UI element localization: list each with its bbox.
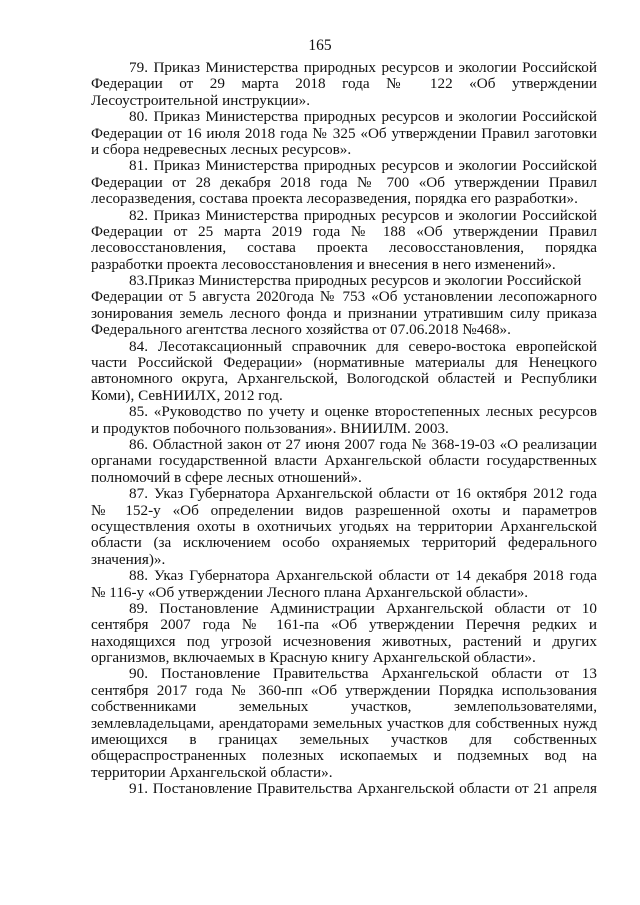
text-line: 87. Указ Губернатора Архангельской области от 16 октября 2012 года	[129, 485, 597, 503]
text-line: 83.Приказ Министерства природных ресурсов и экологии Российской	[129, 272, 582, 290]
text-line: 79. Приказ Министерства природных ресурсов и экологии Российской	[129, 59, 597, 76]
text-line: 86. Областной закон от 27 июня 2007 года № 368-19-03 «О реализации	[129, 435, 597, 453]
text-line: сентября 2017 года № 360-пп «Об утверждении Порядка использования	[91, 681, 597, 699]
text-line: общераспространенных полезных ископаемых и подземных вод на	[91, 747, 597, 765]
text-line: значения)».	[91, 550, 166, 568]
text-line: зонирования земель лесного фонда и признании утратившим силу приказа	[91, 304, 597, 322]
text-line: 88. Указ Губернатора Архангельской области от 14 декабря 2018 года	[129, 567, 597, 585]
text-line: 84. Лесотаксационный справочник для северо-востока европейской	[129, 337, 597, 355]
text-line: Федерации от 25 марта 2019 года № 188 «Об утверждении Правил	[91, 222, 597, 240]
text-line: Федерального агентства лесного хозяйства от 07.06.2018 №468».	[91, 321, 511, 339]
text-line: области (за исключением особо охраняемых территорий федерального	[91, 534, 597, 552]
text-line: находящихся под угрозой исчезновения животных, растений и других	[91, 632, 597, 650]
text-line: и сбора недревесных лесных ресурсов».	[91, 140, 352, 158]
text-line: собственниками земельных участков, землепользователями,	[91, 698, 597, 716]
text-line: сентября 2007 года № 161-па «Об утверждении Перечня редких и	[91, 616, 597, 634]
text-line: органами государственной власти Архангельской области государственных	[91, 452, 597, 470]
text-line: Коми), СевНИИЛХ, 2012 год.	[91, 386, 283, 404]
text-line: Федерации от 28 декабря 2018 года № 700 «Об утверждении Правил	[91, 173, 597, 191]
text-line: Федерации от 16 июля 2018 года № 325 «Об утверждении Правил заготовки	[91, 124, 597, 142]
text-line: осуществления охоты в охотничьих угодьях на территории Архангельской	[91, 517, 597, 535]
text-line: территории Архангельской области».	[91, 763, 333, 781]
text-line: 89. Постановление Администрации Архангельской области от 10	[129, 599, 597, 617]
text-line: и продуктов побочного пользования». ВНИИЛМ. 2003.	[91, 419, 449, 437]
reference-list	[91, 60, 597, 798]
text-line: Лесоустроительной инструкции».	[91, 91, 311, 109]
text-line: лесоразведения, состава проекта лесоразведения, порядка его разработки».	[91, 190, 578, 208]
page-number: 165	[308, 37, 332, 54]
text-line: 80. Приказ Министерства природных ресурсов и экологии Российской	[129, 108, 597, 126]
text-line: части Российской Федерации» (нормативные материалы для Ненецкого	[91, 354, 597, 372]
text-line: № 152-у «Об определении видов разрешенной охоты и параметров	[91, 501, 597, 519]
text-line: 91. Постановление Правительства Архангельской области от 21 апреля	[129, 780, 597, 798]
text-line: автономного округа, Архангельской, Вологодской областей и Республики	[91, 370, 597, 388]
text-line: разработки проекта лесовосстановления и внесения в него изменений».	[91, 255, 556, 273]
text-line: 85. «Руководство по учету и оценке второстепенных лесных ресурсов	[129, 403, 597, 421]
text-line: 82. Приказ Министерства природных ресурсов и экологии Российской	[129, 206, 597, 224]
text-line: Федерации от 29 марта 2018 года № 122 «Об утверждении	[91, 75, 597, 93]
text-line: Федерации от 5 августа 2020года № 753 «Об установлении лесопожарного	[91, 288, 597, 306]
text-line: № 116-у «Об утверждении Лесного плана Архангельской области».	[91, 583, 529, 601]
text-line: имеющихся в границах земельных участков для собственных	[91, 731, 597, 749]
text-line: 90. Постановление Правительства Архангельской области от 13	[129, 665, 597, 683]
text-line: землевладельцами, арендаторами земельных участков для собственных нужд	[91, 714, 597, 732]
text-line: организмов, включаемых в Красную книгу Архангельской области».	[91, 649, 536, 667]
text-line: полномочий в сфере лесных отношений».	[91, 468, 362, 486]
text-line: лесовосстановления, состава проекта лесовосстановления, порядка	[91, 239, 597, 257]
text-line: 81. Приказ Министерства природных ресурсов и экологии Российской	[129, 157, 597, 175]
